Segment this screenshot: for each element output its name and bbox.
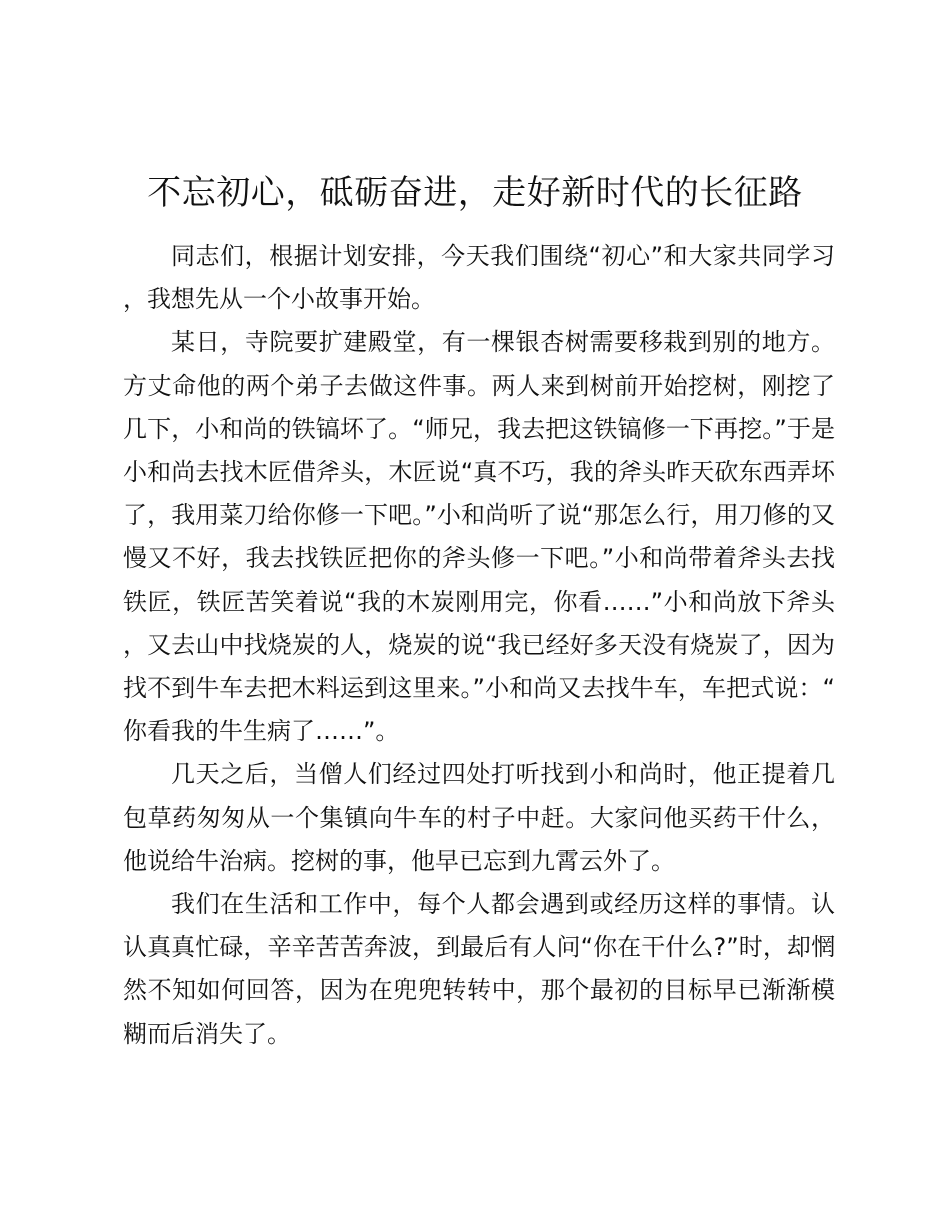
document-title: 不忘初心，砥砺奋进，走好新时代的长征路: [147, 173, 803, 213]
paragraph-story: 某日，寺院要扩建殿堂，有一棵银杏树需要移栽到别的地方。方丈命他的两个弟子去做这件事。两人来到树前开始挖树，刚挖了几下，小和尚的铁镐坏了。“师兄，我去把这铁镐修一下再挖。”于是小和尚去找木匠借斧头，木匠说“真不巧，我的斧头昨天砍东西弄坏了，我用菜刀给你修一下吧。”小和尚听了说“那怎么行，用刀修的又慢又不好，我去找铁匠把你的斧头修一下吧。”小和尚带着斧头去找铁匠，铁匠苦笑着说“我的木炭刚用完，你看……”小和尚放下斧头，又去山中找烧炭的人，烧炭的说“我已经好多天没有烧炭了，因为找不到牛车去把木料运到这里来。”小和尚又去找牛车，车把式说：“你看我的牛生病了……”。: [123, 328, 835, 746]
paragraph-intro: 同志们，根据计划安排，今天我们围绕“初心”和大家共同学习，我想先从一个小故事开始。: [123, 242, 835, 314]
paragraph-aftermath: 几天之后，当僧人们经过四处打听找到小和尚时，他正提着几包草药匆匆从一个集镇向牛车的村子中赶。大家问他买药干什么，他说给牛治病。挖树的事，他早已忘到九霄云外了。: [123, 760, 835, 875]
paragraph-reflection: 我们在生活和工作中，每个人都会遇到或经历这样的事情。认认真真忙碌，辛辛苦苦奔波，到最后有人问“你在干什么?”时，却惘然不知如何回答，因为在兜兜转转中，那个最初的目标早已渐渐模糊而后消失了。: [123, 890, 835, 1048]
document-body: [123, 235, 835, 1056]
